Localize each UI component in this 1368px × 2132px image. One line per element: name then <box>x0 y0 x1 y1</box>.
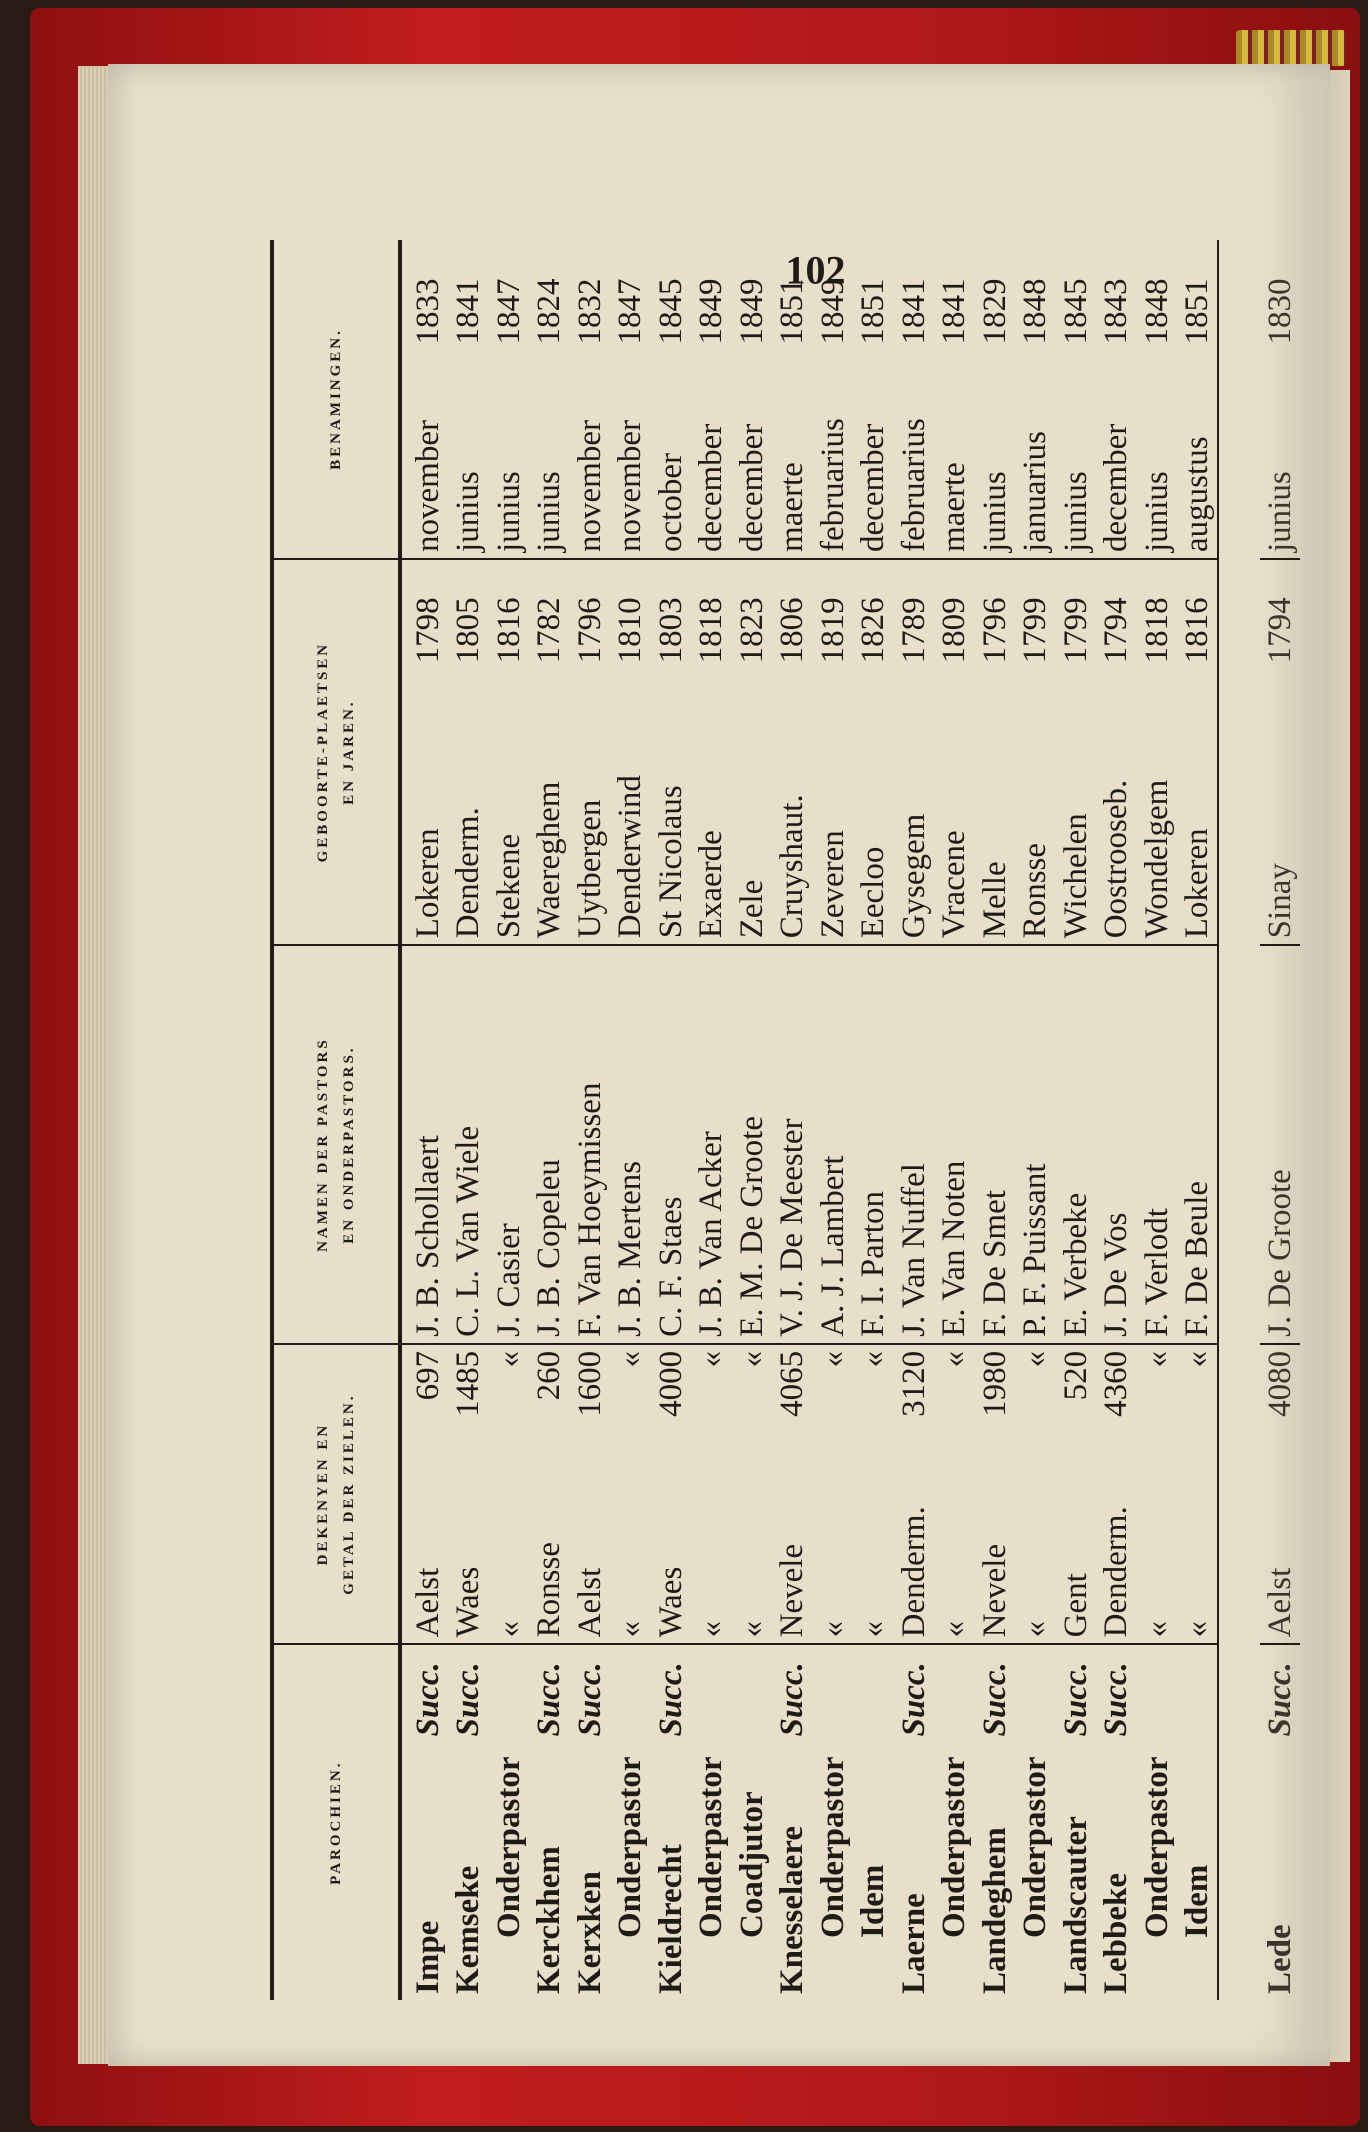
souls-cell: 520 <box>1056 1344 1097 1461</box>
appointment-month-cell: junius <box>490 471 527 552</box>
souls-cell: « <box>691 1344 732 1461</box>
appointment-month-cell: december <box>1098 423 1135 552</box>
birthplace-cell: Melle <box>975 669 1016 945</box>
succ-cell <box>489 1644 530 1742</box>
birthplace-cell: Eecloo <box>853 669 894 945</box>
parish-cell: Landeghem <box>976 1827 1013 1994</box>
table-row <box>934 240 975 2000</box>
appointment-year-cell: 1833 <box>410 278 446 345</box>
deanery-cell: « <box>732 1460 773 1644</box>
succ-cell: Succ. <box>410 1662 446 1737</box>
parish-cell: Laerne <box>895 1893 932 1994</box>
birthplace-cell: Waereghem <box>529 669 570 945</box>
appointment-month-cell: junius <box>1261 471 1298 552</box>
birthplace-cell: Zeveren <box>813 669 854 945</box>
appointment-year-cell: 1843 <box>1098 278 1135 345</box>
register-body <box>400 240 1218 2000</box>
table-row <box>1015 240 1056 2000</box>
pastor-name-cell: F. I. Parton <box>855 1191 892 1337</box>
page-number: 102 <box>785 247 846 293</box>
table-row <box>975 240 1016 2000</box>
souls-cell: 3120 <box>894 1344 935 1461</box>
birthyear-cell: 1826 <box>853 559 894 669</box>
birthplace-cell: Vracene <box>934 669 975 945</box>
deanery-cell: Aelst <box>1260 1460 1301 1644</box>
succ-cell: Succ. <box>895 1662 932 1737</box>
deanery-cell: Denderm. <box>1096 1460 1137 1644</box>
appointment-month-cell: november <box>612 420 649 552</box>
parish-cell: Landscauter <box>1057 1816 1094 1994</box>
deanery-cell: « <box>610 1460 651 1644</box>
parish-cell: Kerckhem <box>531 1846 568 1994</box>
souls-cell: 1485 <box>448 1344 489 1461</box>
appointment-year-cell: 1841 <box>450 278 487 345</box>
appointment-year-cell: 1847 <box>612 278 649 345</box>
succ-cell: Succ. <box>571 1662 608 1737</box>
souls-cell: 1980 <box>975 1344 1016 1461</box>
birthyear-cell: 1796 <box>975 559 1016 669</box>
succ-cell <box>691 1644 732 1742</box>
birthyear-cell: 1799 <box>1015 559 1056 669</box>
deanery-cell: Nevele <box>772 1460 813 1644</box>
appointment-year-cell: 1848 <box>1138 278 1175 345</box>
pastor-name-cell: E. Verbeke <box>1057 1192 1094 1337</box>
appointment-year-cell: 1848 <box>1017 278 1054 345</box>
parish-cell: Coadjutor <box>733 1791 770 1938</box>
rotated-register <box>270 240 1368 2000</box>
pastor-name-cell: C. F. Staes <box>652 1196 689 1337</box>
next-page-row <box>1260 240 1301 2000</box>
appointment-year-cell: 1832 <box>571 278 608 345</box>
birthplace-cell: Denderm. <box>448 669 489 945</box>
pastor-name-cell: P. F. Puissant <box>1017 1163 1054 1337</box>
deanery-cell: Denderm. <box>894 1460 935 1644</box>
appointment-month-cell: december <box>733 423 770 552</box>
pastor-name-cell: J. De Groote <box>1261 1169 1298 1337</box>
birthplace-cell: St Nicolaus <box>651 669 692 945</box>
deanery-cell: Aelst <box>400 1460 448 1644</box>
succ-cell <box>1015 1644 1056 1742</box>
birthyear-cell: 1816 <box>489 559 530 669</box>
birthplace-cell: Sinay <box>1260 669 1301 945</box>
birthyear-cell: 1819 <box>813 559 854 669</box>
succ-cell: Succ. <box>1098 1662 1135 1737</box>
pastor-name-cell: J. B. Schollaert <box>410 1135 446 1337</box>
pastor-name-cell: E. Van Noten <box>936 1160 973 1337</box>
deanery-cell: Waes <box>651 1460 692 1644</box>
souls-cell: 260 <box>529 1344 570 1461</box>
table-row <box>1096 240 1137 2000</box>
appointment-month-cell: october <box>652 453 689 552</box>
parish-cell: Onderpastor <box>814 1756 851 1938</box>
birthyear-cell: 1803 <box>651 559 692 669</box>
succ-cell <box>853 1644 894 1742</box>
birthplace-cell: Ronsse <box>1015 669 1056 945</box>
pastor-name-cell: J. B. Van Acker <box>693 1131 730 1337</box>
header-deanery: DEKENYEN EN GETAL DER ZIELEN. <box>272 1344 400 1644</box>
pastor-name-cell: J. De Vos <box>1098 1212 1135 1337</box>
parish-cell: Impe <box>410 1920 446 1994</box>
header-appointments: BENAMINGEN. <box>272 240 400 559</box>
succ-cell <box>1177 1644 1218 1742</box>
souls-cell: « <box>813 1344 854 1461</box>
table-row <box>772 240 813 2000</box>
parish-cell: Idem <box>855 1864 892 1938</box>
header-birth: GEBOORTE-PLAETSEN EN JAREN. <box>272 559 400 945</box>
souls-cell: « <box>610 1344 651 1461</box>
deanery-cell: « <box>691 1460 732 1644</box>
birthplace-cell: Denderwind <box>610 669 651 945</box>
appointment-month-cell: november <box>571 420 608 552</box>
deanery-cell: « <box>853 1460 894 1644</box>
appointment-month-cell: junius <box>976 471 1013 552</box>
birthyear-cell: 1782 <box>529 559 570 669</box>
souls-cell: « <box>489 1344 530 1461</box>
appointment-year-cell: 1841 <box>936 278 973 345</box>
table-row <box>610 240 651 2000</box>
header-names: NAMEN DER PASTORS EN ONDERPASTORS. <box>272 945 400 1344</box>
table-row <box>1177 240 1218 2000</box>
table-row <box>853 240 894 2000</box>
table-row <box>813 240 854 2000</box>
birthplace-cell: Wichelen <box>1056 669 1097 945</box>
appointment-month-cell: februarius <box>895 418 932 552</box>
succ-cell <box>1137 1644 1178 1742</box>
birthplace-cell: Lokeren <box>400 669 448 945</box>
souls-cell: 4360 <box>1096 1344 1137 1461</box>
birthyear-cell: 1794 <box>1096 559 1137 669</box>
appointment-month-cell: februarius <box>814 418 851 552</box>
souls-cell: « <box>1015 1344 1056 1461</box>
birthyear-cell: 1810 <box>610 559 651 669</box>
parish-register-table <box>270 240 1219 2000</box>
birthplace-cell: Stekene <box>489 669 530 945</box>
deanery-cell: « <box>1177 1460 1218 1644</box>
appointment-month-cell: junius <box>1057 471 1094 552</box>
parish-cell: Lebbeke <box>1098 1872 1135 1994</box>
birthyear-cell: 1796 <box>570 559 611 669</box>
souls-cell: « <box>1177 1344 1218 1461</box>
succ-cell: Succ. <box>976 1662 1013 1737</box>
birthplace-cell: Cruyshaut. <box>772 669 813 945</box>
souls-cell: « <box>853 1344 894 1461</box>
table-row <box>1137 240 1178 2000</box>
appointment-month-cell: december <box>693 423 730 552</box>
parish-cell: Onderpastor <box>936 1756 973 1938</box>
appointment-month-cell: junius <box>450 471 487 552</box>
appointment-year-cell: 1847 <box>490 278 527 345</box>
parish-cell: Onderpastor <box>612 1756 649 1938</box>
appointment-year-cell: 1849 <box>814 278 851 345</box>
pastor-name-cell: J. Van Nuffel <box>895 1163 932 1337</box>
souls-cell: 4000 <box>651 1344 692 1461</box>
parish-cell: Kieldrecht <box>652 1844 689 1994</box>
parish-cell: Knesselaere <box>774 1825 811 1994</box>
deanery-cell: Gent <box>1056 1460 1097 1644</box>
pastor-name-cell: F. Verlodt <box>1138 1208 1175 1337</box>
succ-cell <box>732 1644 773 1742</box>
birthplace-cell: Wondelgem <box>1137 669 1178 945</box>
appointment-year-cell: 1829 <box>976 278 1013 345</box>
birthyear-cell: 1823 <box>732 559 773 669</box>
parish-cell: Onderpastor <box>1017 1756 1054 1938</box>
appointment-year-cell: 1824 <box>531 278 568 345</box>
table-row <box>894 240 935 2000</box>
succ-cell: Succ. <box>1261 1662 1298 1737</box>
pastor-name-cell: J. Casier <box>490 1223 527 1337</box>
birthyear-cell: 1818 <box>691 559 732 669</box>
pastor-name-cell: F. De Smet <box>976 1190 1013 1337</box>
pastor-name-cell: V. J. De Meester <box>774 1118 811 1337</box>
pastor-name-cell: E. M. De Groote <box>733 1116 770 1337</box>
appointment-month-cell: november <box>410 420 446 552</box>
birthyear-cell: 1798 <box>400 559 448 669</box>
succ-cell: Succ. <box>652 1662 689 1737</box>
table-row <box>448 240 489 2000</box>
table-row <box>489 240 530 2000</box>
succ-cell <box>813 1644 854 1742</box>
table-row <box>570 240 611 2000</box>
pastor-name-cell: F. De Beule <box>1179 1180 1215 1337</box>
table-row <box>400 240 448 2000</box>
table-row <box>529 240 570 2000</box>
parish-cell: Onderpastor <box>1138 1756 1175 1938</box>
birthplace-cell: Exaerde <box>691 669 732 945</box>
appointment-year-cell: 1845 <box>652 278 689 345</box>
pastor-name-cell: C. L. Van Wiele <box>450 1125 487 1337</box>
appointment-year-cell: 1849 <box>693 278 730 345</box>
souls-cell: 697 <box>400 1344 448 1461</box>
parish-cell: Kerxken <box>571 1871 608 1994</box>
souls-cell: 4080 <box>1260 1344 1301 1461</box>
succ-cell <box>610 1644 651 1742</box>
birthyear-cell: 1809 <box>934 559 975 669</box>
birthplace-cell: Uytbergen <box>570 669 611 945</box>
succ-cell: Succ. <box>774 1662 811 1737</box>
table-row <box>732 240 773 2000</box>
succ-cell: Succ. <box>1057 1662 1094 1737</box>
parish-cell: Onderpastor <box>693 1756 730 1938</box>
deanery-cell: Nevele <box>975 1460 1016 1644</box>
appointment-month-cell: december <box>855 423 892 552</box>
deanery-cell: « <box>489 1460 530 1644</box>
appointment-year-cell: 1851 <box>1179 278 1215 345</box>
table-row <box>1056 240 1097 2000</box>
parish-cell: Kemseke <box>450 1865 487 1994</box>
birthyear-cell: 1794 <box>1260 559 1301 669</box>
pastor-name-cell: A. J. Lambert <box>814 1155 851 1337</box>
appointment-month-cell: maerte <box>936 462 973 552</box>
appointment-month-cell: januarius <box>1017 431 1054 552</box>
appointment-month-cell: augustus <box>1179 436 1215 552</box>
birthplace-cell: Lokeren <box>1177 669 1218 945</box>
appointment-year-cell: 1845 <box>1057 278 1094 345</box>
birthplace-cell: Oostrooseb. <box>1096 669 1137 945</box>
table-row <box>691 240 732 2000</box>
succ-cell <box>934 1644 975 1742</box>
appointment-month-cell: junius <box>531 471 568 552</box>
birthyear-cell: 1818 <box>1137 559 1178 669</box>
deanery-cell: « <box>813 1460 854 1644</box>
deanery-cell: Ronsse <box>529 1460 570 1644</box>
deanery-cell: Waes <box>448 1460 489 1644</box>
deanery-cell: « <box>1015 1460 1056 1644</box>
header-parish: PAROCHIEN. <box>328 1760 344 1885</box>
birthyear-cell: 1805 <box>448 559 489 669</box>
birthyear-cell: 1799 <box>1056 559 1097 669</box>
birthyear-cell: 1806 <box>772 559 813 669</box>
parish-cell: Lede <box>1261 1924 1298 1994</box>
deanery-cell: Aelst <box>570 1460 611 1644</box>
souls-cell: 4065 <box>772 1344 813 1461</box>
birthplace-cell: Zele <box>732 669 773 945</box>
header-row <box>272 240 400 2000</box>
pastor-name-cell: J. B. Copeleu <box>531 1159 568 1337</box>
next-page-table <box>1219 240 1300 2000</box>
souls-cell: « <box>1137 1344 1178 1461</box>
souls-cell: « <box>934 1344 975 1461</box>
pastor-name-cell: F. Van Hoeymissen <box>571 1082 608 1337</box>
appointment-year-cell: 1830 <box>1261 278 1298 345</box>
deanery-cell: « <box>934 1460 975 1644</box>
appointment-year-cell: 1849 <box>733 278 770 345</box>
pastor-name-cell: J. B. Mertens <box>612 1160 649 1337</box>
succ-cell: Succ. <box>450 1662 487 1737</box>
birthplace-cell: Gysegem <box>894 669 935 945</box>
bookmark-ribbon-icon <box>1236 30 1346 66</box>
deanery-cell: « <box>1137 1460 1178 1644</box>
parish-cell: Idem <box>1179 1864 1215 1938</box>
birthyear-cell: 1789 <box>894 559 935 669</box>
souls-cell: « <box>732 1344 773 1461</box>
spacer-row <box>1219 240 1260 2000</box>
appointment-year-cell: 1851 <box>855 278 892 345</box>
appointment-month-cell: junius <box>1138 471 1175 552</box>
appointment-year-cell: 1851 <box>774 278 811 345</box>
parish-cell: Onderpastor <box>490 1756 527 1938</box>
appointment-month-cell: maerte <box>774 462 811 552</box>
table-row <box>651 240 692 2000</box>
birthyear-cell: 1816 <box>1177 559 1218 669</box>
appointment-year-cell: 1841 <box>895 278 932 345</box>
succ-cell: Succ. <box>531 1662 568 1737</box>
souls-cell: 1600 <box>570 1344 611 1461</box>
